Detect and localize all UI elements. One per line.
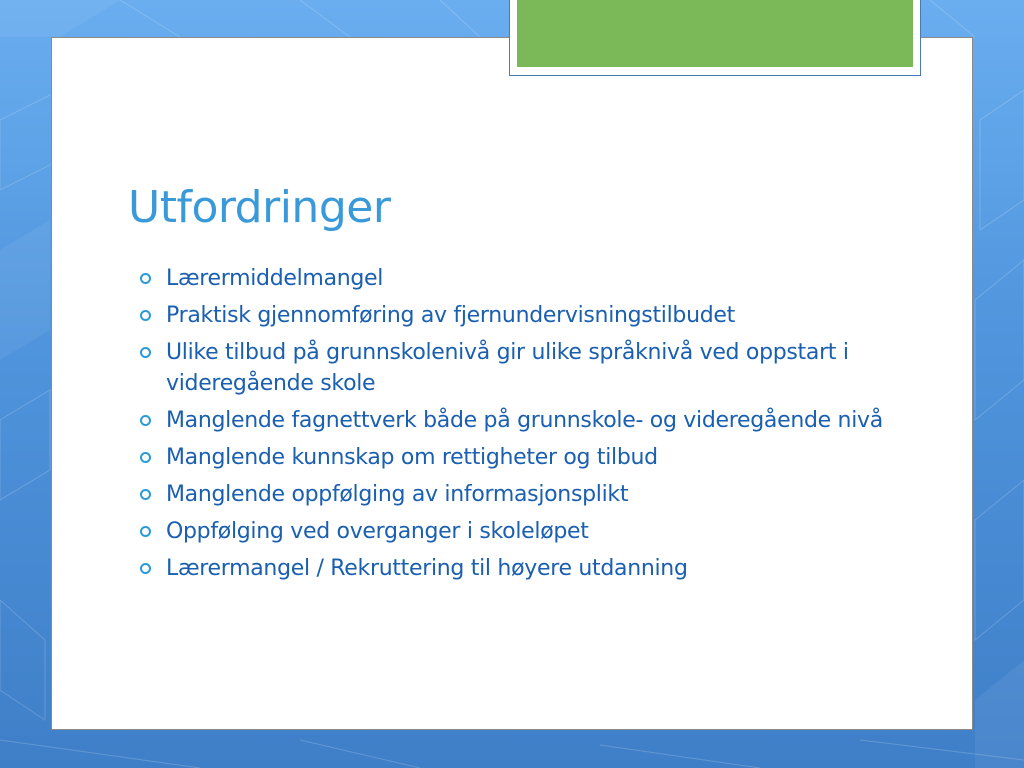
bullet-text: Oppfølging ved overganger i skoleløpet: [166, 519, 589, 544]
hollow-circle-bullet-icon: [140, 415, 151, 426]
bullet-text: Lærermangel / Rekruttering til høyere utdanning: [166, 556, 688, 581]
hollow-circle-bullet-icon: [140, 347, 151, 358]
bullet-item: [140, 300, 900, 331]
bullet-item: [140, 442, 900, 473]
bullet-text: Praktisk gjennomføring av fjernundervisningstilbudet: [166, 303, 735, 328]
hollow-circle-bullet-icon: [140, 310, 151, 321]
bullet-text: Manglende kunnskap om rettigheter og tilbud: [166, 445, 658, 470]
bullet-item: [140, 263, 900, 294]
hollow-circle-bullet-icon: [140, 273, 151, 284]
hollow-circle-bullet-icon: [140, 526, 151, 537]
hollow-circle-bullet-icon: [140, 489, 151, 500]
bullet-list: [140, 263, 900, 590]
hollow-circle-bullet-icon: [140, 452, 151, 463]
bullet-text: Ulike tilbud på grunnskolenivå gir ulike språknivå ved oppstart i videregående skole: [166, 340, 849, 396]
bullet-text: Manglende fagnettverk både på grunnskole- og videregående nivå: [166, 408, 883, 433]
bullet-item: [140, 516, 900, 547]
bullet-item: [140, 337, 900, 399]
slide-title: Utfordringer: [128, 182, 391, 233]
hollow-circle-bullet-icon: [140, 563, 151, 574]
bullet-item: [140, 553, 900, 584]
bullet-text: Lærermiddelmangel: [166, 266, 384, 291]
bullet-item: [140, 479, 900, 510]
bullet-item: [140, 405, 900, 436]
accent-green-block: [517, 0, 913, 67]
bullet-text: Manglende oppfølging av informasjonsplikt: [166, 482, 629, 507]
